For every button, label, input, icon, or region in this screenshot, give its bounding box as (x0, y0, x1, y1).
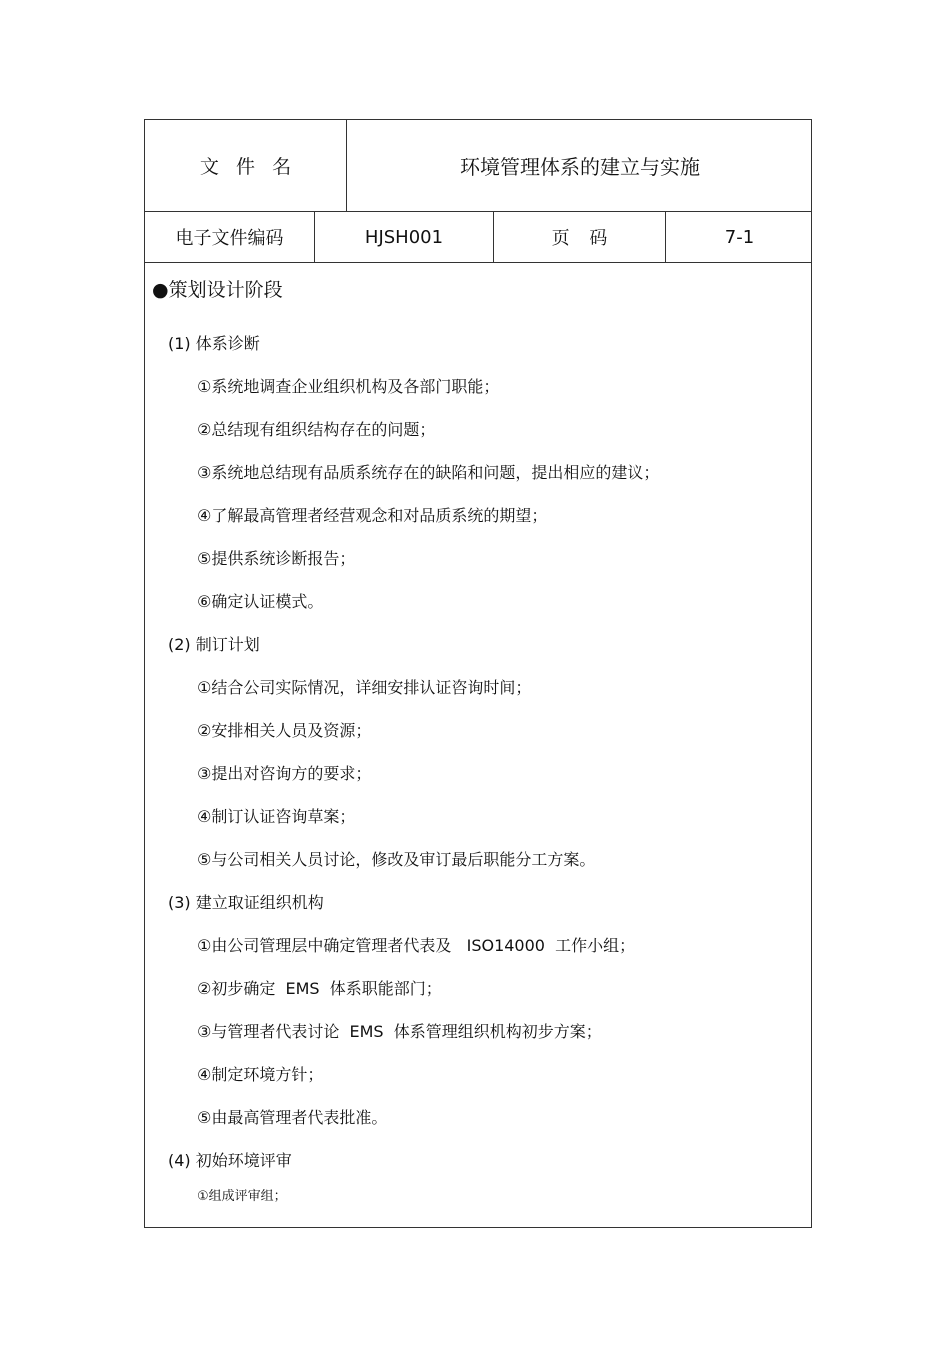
list-item: ②初步确定 EMS 体系职能部门； (197, 979, 442, 998)
page-label: 页码 (551, 228, 628, 249)
list-item: ①结合公司实际情况，详细安排认证咨询时间； (197, 678, 532, 697)
list-item: ⑤提供系统诊断报告； (197, 549, 356, 568)
page-label-cell (494, 212, 666, 262)
document-title: 环境管理体系的建立与实施 (460, 155, 700, 179)
list-item: ①组成评审组； (197, 1189, 287, 1204)
list-item: ①由公司管理层中确定管理者代表及 ISO14000 工作小组； (197, 936, 636, 955)
code-label-cell (145, 212, 315, 262)
section-title: (3) 建立取证组织机构 (168, 893, 324, 912)
section-title: (4) 初始环境评审 (168, 1151, 292, 1170)
page-value-cell (666, 212, 813, 262)
file-name-value-cell (347, 120, 813, 211)
list-item: ③提出对咨询方的要求； (197, 764, 372, 783)
code-value: HJSH001 (364, 226, 444, 248)
code-value-cell (315, 212, 494, 262)
list-item: ④制订认证咨询草案； (197, 807, 356, 826)
list-item: ⑥确定认证模式。 (197, 592, 324, 611)
list-item: ④了解最高管理者经营观念和对品质系统的期望； (197, 506, 548, 525)
header-row-2 (145, 212, 811, 263)
code-label: 电子文件编码 (175, 228, 284, 249)
header-row-1 (145, 120, 811, 212)
list-item: ②安排相关人员及资源； (197, 721, 372, 740)
document-table (144, 119, 812, 1228)
section-title: (1) 体系诊断 (168, 334, 260, 353)
page-value: 7-1 (724, 226, 755, 248)
list-item: ③系统地总结现有品质系统存在的缺陷和问题，提出相应的建议； (197, 463, 660, 482)
section-title: (2) 制订计划 (168, 635, 260, 654)
list-item: ①系统地调查企业组织机构及各部门职能； (197, 377, 500, 396)
file-name-label-cell (145, 120, 347, 211)
file-name-label: 文件名 (199, 156, 309, 178)
list-item: ④制定环境方针； (197, 1065, 324, 1084)
list-item: ⑤由最高管理者代表批准。 (197, 1108, 388, 1127)
list-item: ⑤与公司相关人员讨论，修改及审订最后职能分工方案。 (197, 850, 596, 869)
stage-title: ●策划设计阶段 (152, 279, 283, 301)
list-item: ②总结现有组织结构存在的问题； (197, 420, 436, 439)
list-item: ③与管理者代表讨论 EMS 体系管理组织机构初步方案； (197, 1022, 602, 1041)
